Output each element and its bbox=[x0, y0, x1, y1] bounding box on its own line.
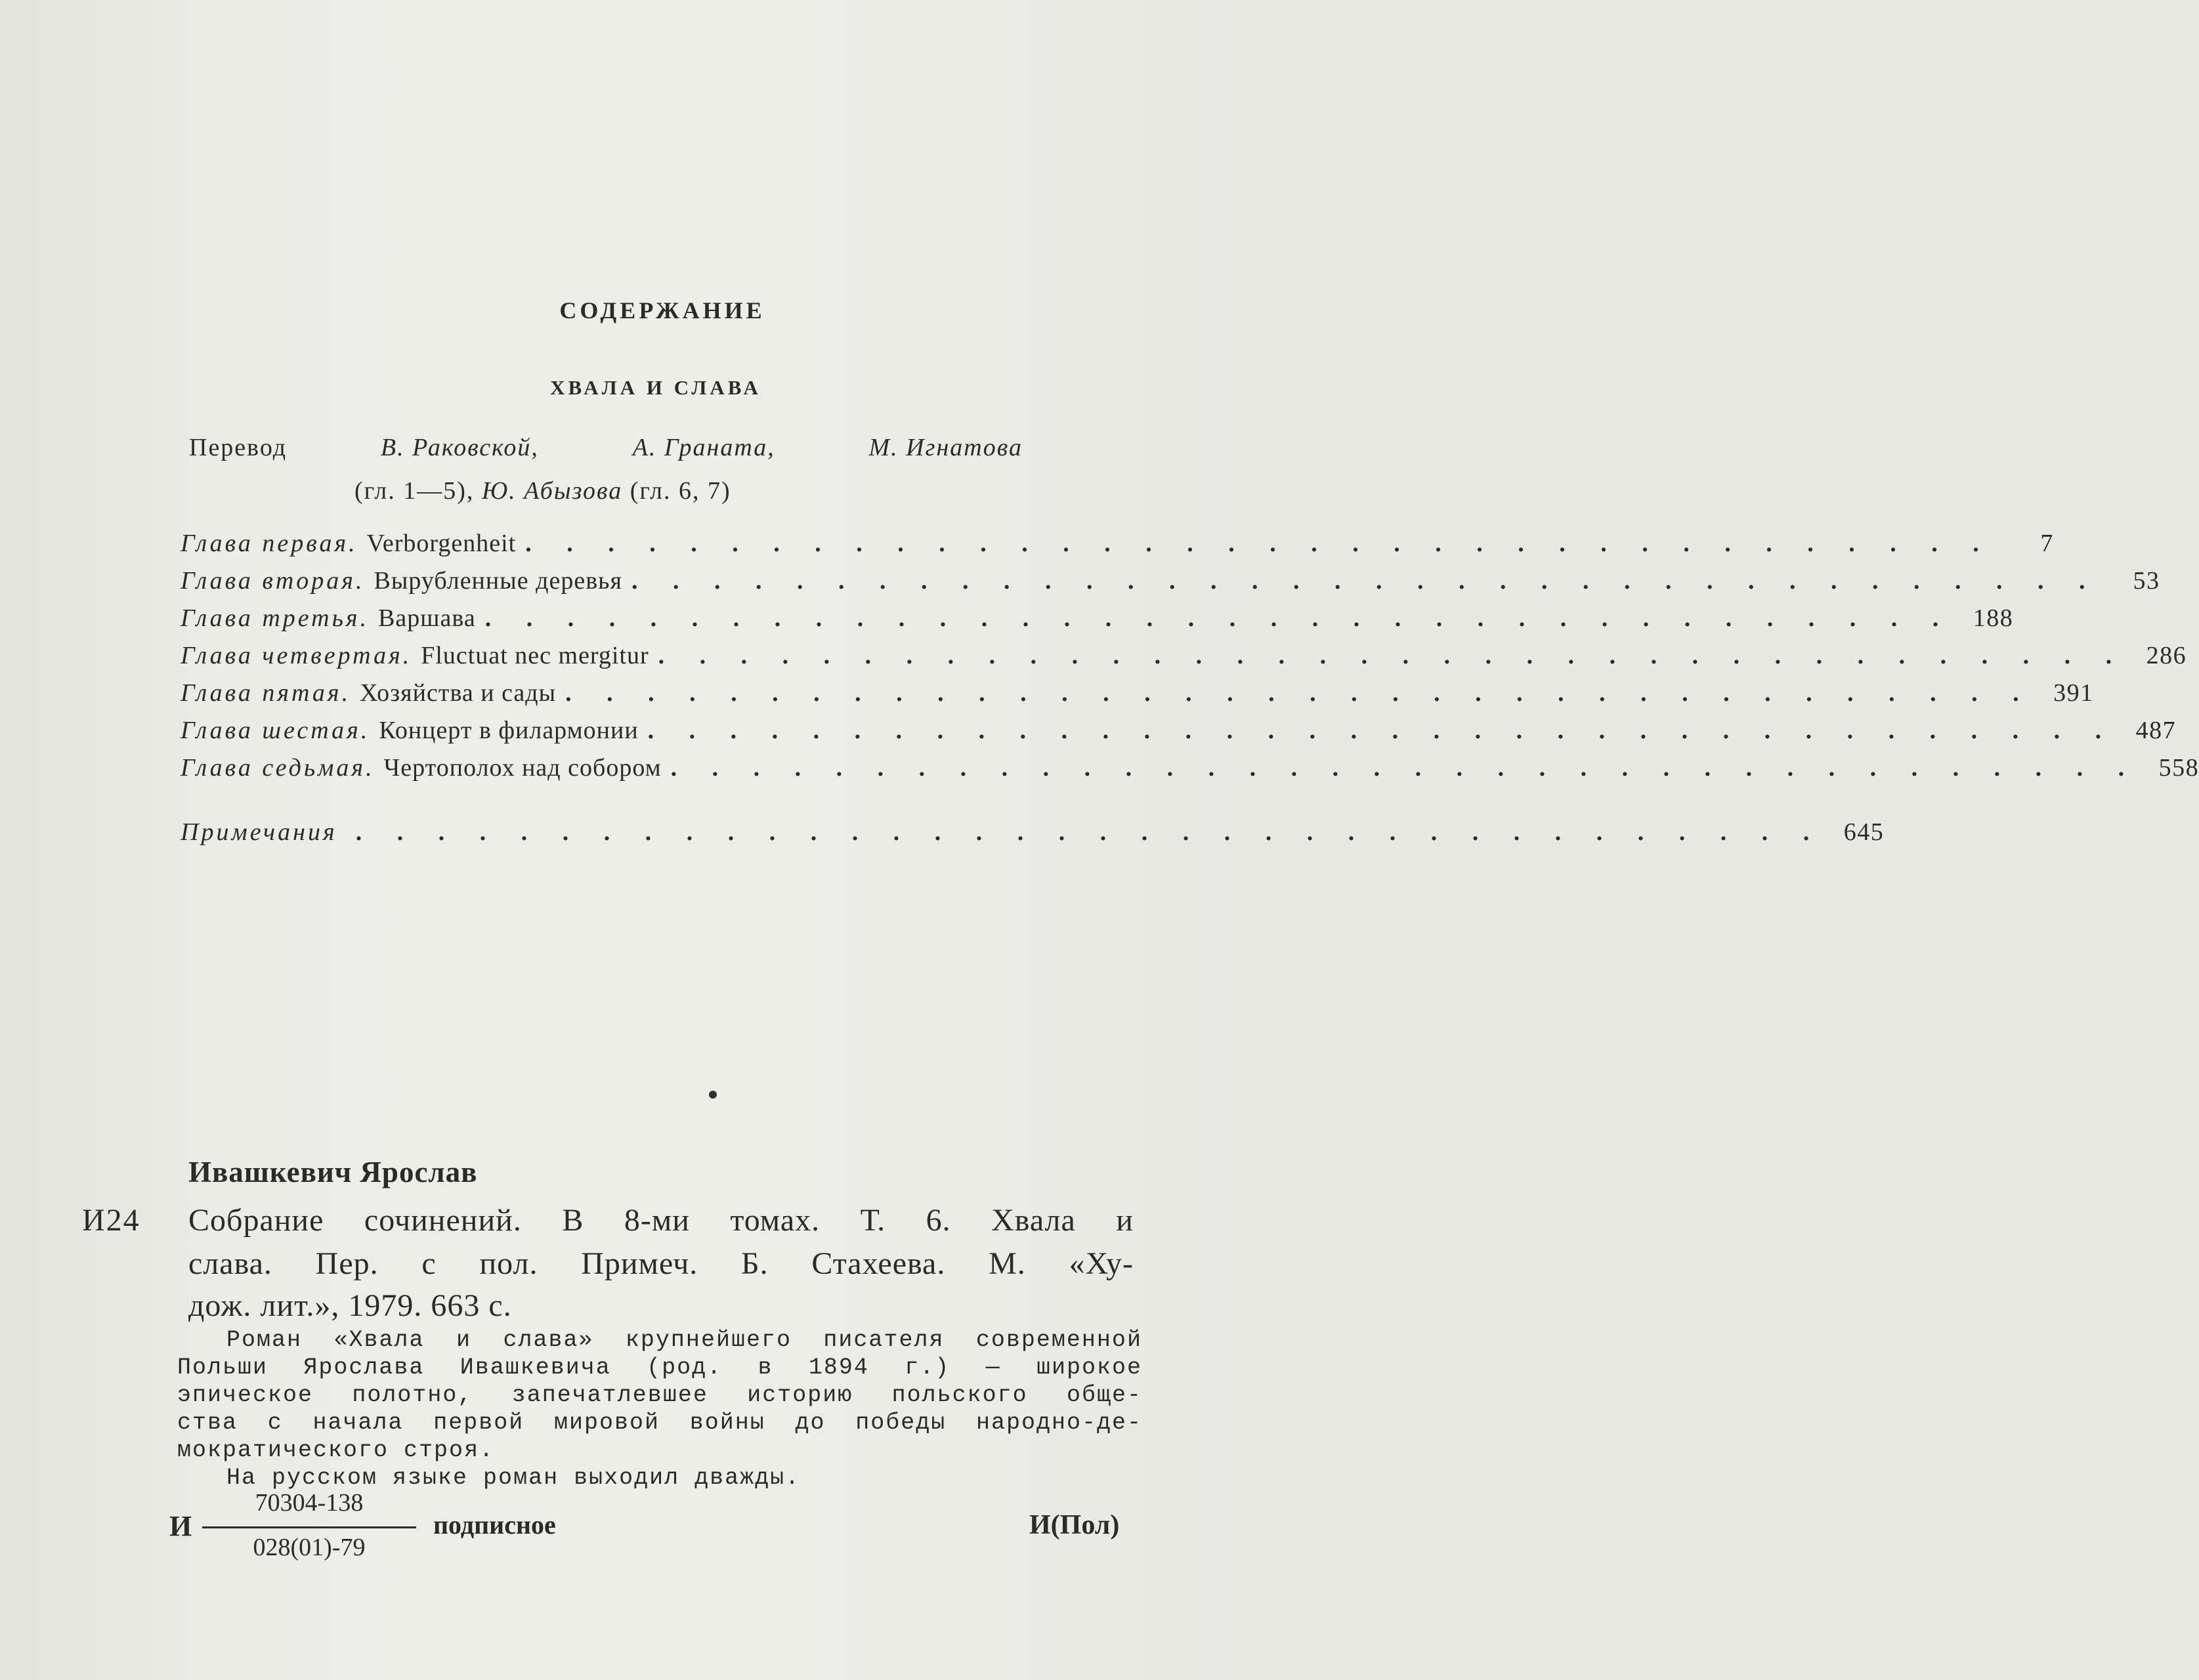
leader-dots: . . . . . . . . . . . . . . . . . . . . . . . . . . . . . . . . . . . . bbox=[525, 530, 1994, 557]
page-number: 487 bbox=[2135, 717, 2177, 744]
toc-entry bbox=[181, 566, 2160, 603]
chapter-label: Глава шестая. bbox=[181, 717, 370, 744]
translator-name: Ю. Абызова bbox=[481, 477, 623, 505]
word: обще- bbox=[1066, 1382, 1142, 1408]
toc-entry bbox=[181, 679, 2094, 715]
chapter-range: (гл. 6, 7) bbox=[630, 477, 731, 505]
toc-entry bbox=[181, 604, 2014, 640]
chapter-title: Хозяйства и сады bbox=[360, 679, 557, 707]
word: победы bbox=[855, 1410, 947, 1436]
chapter-label: Глава третья. bbox=[181, 604, 370, 632]
chapter-label: Глава вторая. bbox=[181, 567, 365, 595]
word: мировой bbox=[553, 1410, 660, 1436]
word: и bbox=[1116, 1203, 1134, 1238]
leader-dots: . . . . . . . . . . . . . . . . . . . . . . . . . . . . . . . . . . . . bbox=[565, 679, 2034, 707]
word: сочинений. bbox=[364, 1203, 522, 1238]
printer-dot bbox=[709, 1091, 717, 1099]
page-number: 645 bbox=[1843, 818, 1885, 846]
word: начала bbox=[312, 1410, 404, 1436]
page-number: 286 bbox=[2146, 642, 2187, 669]
contents-heading: СОДЕРЖАНИЕ bbox=[559, 297, 765, 324]
toc-entry bbox=[181, 529, 2054, 566]
index-denominator: 028(01)-79 bbox=[253, 1534, 366, 1561]
word: полотно, bbox=[352, 1382, 473, 1408]
catalog-description-line-1 bbox=[188, 1202, 1134, 1238]
leader-dots: . . . . . . . . . . . . . . . . . . . . . . . . . . . . . . . . . . . . bbox=[484, 604, 1953, 632]
word: польского bbox=[891, 1382, 1028, 1408]
word: Ивашкевича bbox=[459, 1354, 611, 1381]
word: Т. bbox=[860, 1203, 886, 1238]
word: в bbox=[758, 1354, 773, 1381]
annotation-line bbox=[226, 1327, 1142, 1353]
chapter-label: Глава пятая. bbox=[181, 679, 351, 707]
toc-entry bbox=[181, 716, 2177, 753]
chapter-label: Глава первая. bbox=[181, 530, 358, 557]
chapter-title: Чертополох над собором bbox=[383, 754, 662, 782]
leader-dots: . . . . . . . . . . . . . . . . . . . . . . . . . . . . . . . . . . . . bbox=[670, 754, 2139, 782]
chapter-title: Варшава bbox=[378, 604, 476, 632]
leader-dots: . . . . . . . . . . . . . . . . . . . . . . . . . . . . . . . . . . . . bbox=[647, 717, 2116, 744]
translator-name: А. Граната, bbox=[632, 434, 775, 461]
word: 6. bbox=[926, 1203, 951, 1238]
word: «Хвала bbox=[333, 1327, 425, 1353]
word: Пер. bbox=[315, 1246, 379, 1281]
translators-line-1 bbox=[189, 427, 1023, 469]
word: народно-де- bbox=[975, 1410, 1142, 1436]
word: первой bbox=[433, 1410, 524, 1436]
index-right: И(Пол) bbox=[1029, 1510, 1120, 1540]
word: слава» bbox=[503, 1327, 594, 1353]
word: слава. bbox=[188, 1246, 272, 1281]
book-title: ХВАЛА И СЛАВА bbox=[550, 376, 761, 399]
page-number: 558 bbox=[2158, 754, 2199, 782]
chapter-title: Fluctuat nec mergitur bbox=[421, 642, 649, 669]
translator-name: М. Игнатова bbox=[868, 434, 1023, 461]
toc-entry bbox=[181, 753, 2199, 790]
word: Польши bbox=[177, 1354, 268, 1381]
catalog-description-line-2 bbox=[188, 1246, 1134, 1282]
chapter-range: (гл. 1—5), bbox=[354, 477, 475, 505]
word: В bbox=[562, 1203, 584, 1238]
subscription-label: подписное bbox=[433, 1510, 556, 1540]
catalog-author: Ивашкевич Ярослав bbox=[188, 1156, 478, 1188]
annotation-line bbox=[177, 1410, 1142, 1436]
word: Б. bbox=[741, 1246, 769, 1281]
word: Примеч. bbox=[581, 1246, 698, 1281]
fraction-line bbox=[202, 1526, 416, 1528]
word: пол. bbox=[479, 1246, 538, 1281]
translation-word: Перевод bbox=[189, 434, 288, 461]
page-number: 7 bbox=[2040, 530, 2054, 557]
index-numerator: 70304-138 bbox=[255, 1489, 364, 1517]
toc-notes-entry bbox=[181, 818, 1885, 854]
leader-dots: . . . . . . . . . . . . . . . . . . . . . . . . . . . . . . . . . . . . bbox=[355, 818, 1824, 846]
word: Роман bbox=[226, 1327, 303, 1353]
word: 1894 bbox=[808, 1354, 869, 1381]
page-number: 53 bbox=[2133, 567, 2160, 595]
word: «Ху- bbox=[1069, 1246, 1134, 1281]
annotation-line: мократического строя. bbox=[177, 1437, 495, 1463]
word: с bbox=[421, 1246, 437, 1281]
annotation-line: На русском языке роман выходил дважды. bbox=[226, 1465, 801, 1491]
word: Собрание bbox=[188, 1203, 324, 1238]
word: М. bbox=[989, 1246, 1026, 1281]
word: современной bbox=[975, 1327, 1142, 1353]
catalog-description-line-3: дож. лит.», 1979. 663 с. bbox=[188, 1288, 512, 1323]
word: ства bbox=[177, 1410, 238, 1436]
word: эпическое bbox=[177, 1382, 314, 1408]
word: Ярослава bbox=[303, 1354, 425, 1381]
translator-name: В. Раковской, bbox=[380, 434, 539, 461]
leader-dots: . . . . . . . . . . . . . . . . . . . . . . . . . . . . . . . . . . . . bbox=[658, 642, 2127, 669]
word: и bbox=[456, 1327, 471, 1353]
word: (род. bbox=[647, 1354, 723, 1381]
word: историю bbox=[747, 1382, 853, 1408]
word: томах. bbox=[730, 1203, 821, 1238]
annotation-line bbox=[177, 1382, 1142, 1408]
word: крупнейшего bbox=[625, 1327, 792, 1353]
word: Стахеева. bbox=[811, 1246, 946, 1281]
word: с bbox=[267, 1410, 283, 1436]
chapter-label: Глава четвертая. bbox=[181, 642, 412, 669]
toc-entry bbox=[181, 641, 2187, 678]
word: широкое bbox=[1036, 1354, 1142, 1381]
word: г.) bbox=[905, 1354, 950, 1381]
word: Хвала bbox=[991, 1203, 1076, 1238]
word: войны bbox=[689, 1410, 765, 1436]
chapter-label: Глава седьмая. bbox=[181, 754, 375, 782]
page-number: 391 bbox=[2053, 679, 2094, 707]
annotation-line bbox=[177, 1354, 1142, 1381]
page-number: 188 bbox=[1973, 604, 2014, 632]
word: запечатлевшее bbox=[511, 1382, 708, 1408]
translators-line-2 bbox=[354, 470, 731, 512]
word: писателя bbox=[823, 1327, 945, 1353]
leader-dots: . . . . . . . . . . . . . . . . . . . . . . . . . . . . . . . . . . . . bbox=[631, 567, 2100, 595]
notes-label: Примечания bbox=[181, 818, 337, 846]
chapter-title: Концерт в филармонии bbox=[379, 717, 639, 744]
chapter-title: Вырубленные деревья bbox=[374, 567, 622, 595]
index-prefix: И bbox=[169, 1510, 192, 1542]
chapter-title: Verborgenheit bbox=[366, 530, 517, 557]
word: до bbox=[795, 1410, 826, 1436]
word: — bbox=[985, 1354, 1001, 1381]
catalog-code: И24 bbox=[82, 1203, 140, 1238]
word: 8-ми bbox=[624, 1203, 690, 1238]
